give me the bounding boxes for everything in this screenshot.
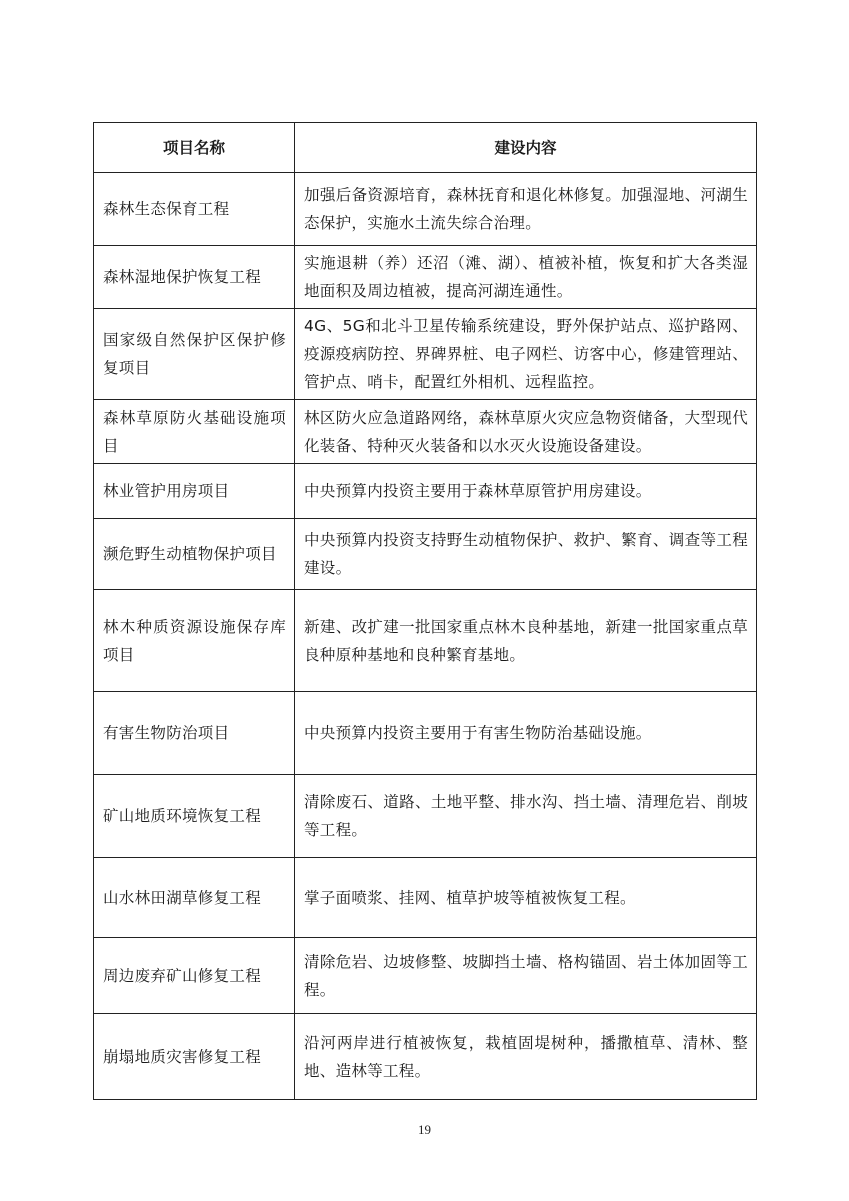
table-row — [94, 938, 757, 1014]
project-name-cell: 有害生物防治项目 — [94, 692, 295, 775]
project-name-cell: 矿山地质环境恢复工程 — [94, 775, 295, 858]
table-row — [94, 246, 757, 309]
project-content-cell: 林区防火应急道路网络，森林草原火灾应急物资储备，大型现代化装备、特种灭火装备和以水灭火设施设备建设。 — [295, 400, 757, 464]
table-header-row — [94, 123, 757, 173]
table-row — [94, 464, 757, 519]
header-construction-content: 建设内容 — [295, 123, 757, 173]
project-content-cell: 中央预算内投资主要用于有害生物防治基础设施。 — [295, 692, 757, 775]
header-project-name: 项目名称 — [94, 123, 295, 173]
table-row — [94, 309, 757, 400]
table-row — [94, 519, 757, 590]
table-row — [94, 692, 757, 775]
project-content-cell: 4G、5G和北斗卫星传输系统建设，野外保护站点、巡护路网、疫源疫病防控、界碑界桩、电子网栏、访客中心，修建管理站、管护点、哨卡，配置红外相机、远程监控。 — [295, 309, 757, 400]
project-name-cell: 森林草原防火基础设施项目 — [94, 400, 295, 464]
project-table — [93, 122, 757, 1100]
table-row — [94, 173, 757, 246]
table-row — [94, 1014, 757, 1100]
project-content-cell: 中央预算内投资主要用于森林草原管护用房建设。 — [295, 464, 757, 519]
project-content-cell: 掌子面喷浆、挂网、植草护坡等植被恢复工程。 — [295, 858, 757, 938]
project-content-cell: 清除危岩、边坡修整、坡脚挡土墙、格构锚固、岩土体加固等工程。 — [295, 938, 757, 1014]
project-content-cell: 加强后备资源培育，森林抚育和退化林修复。加强湿地、河湖生态保护，实施水土流失综合治理。 — [295, 173, 757, 246]
project-content-cell: 沿河两岸进行植被恢复，栽植固堤树种，播撒植草、清林、整地、造林等工程。 — [295, 1014, 757, 1100]
page-number: 19 — [418, 1122, 431, 1137]
project-name-cell: 森林生态保育工程 — [94, 173, 295, 246]
table-row — [94, 590, 757, 692]
table-row — [94, 858, 757, 938]
project-content-cell: 中央预算内投资支持野生动植物保护、救护、繁育、调查等工程建设。 — [295, 519, 757, 590]
project-name-cell: 林业管护用房项目 — [94, 464, 295, 519]
project-name-cell: 山水林田湖草修复工程 — [94, 858, 295, 938]
project-name-cell: 周边废弃矿山修复工程 — [94, 938, 295, 1014]
project-name-cell: 崩塌地质灾害修复工程 — [94, 1014, 295, 1100]
table-row — [94, 775, 757, 858]
project-content-cell: 实施退耕（养）还沼（滩、湖）、植被补植，恢复和扩大各类湿地面积及周边植被，提高河湖连通性。 — [295, 246, 757, 309]
project-name-cell: 森林湿地保护恢复工程 — [94, 246, 295, 309]
project-name-cell: 濒危野生动植物保护项目 — [94, 519, 295, 590]
project-name-cell: 国家级自然保护区保护修复项目 — [94, 309, 295, 400]
project-name-cell: 林木种质资源设施保存库项目 — [94, 590, 295, 692]
project-content-cell: 清除废石、道路、土地平整、排水沟、挡土墙、清理危岩、削坡等工程。 — [295, 775, 757, 858]
project-content-cell: 新建、改扩建一批国家重点林木良种基地，新建一批国家重点草良种原种基地和良种繁育基地。 — [295, 590, 757, 692]
table-row — [94, 400, 757, 464]
